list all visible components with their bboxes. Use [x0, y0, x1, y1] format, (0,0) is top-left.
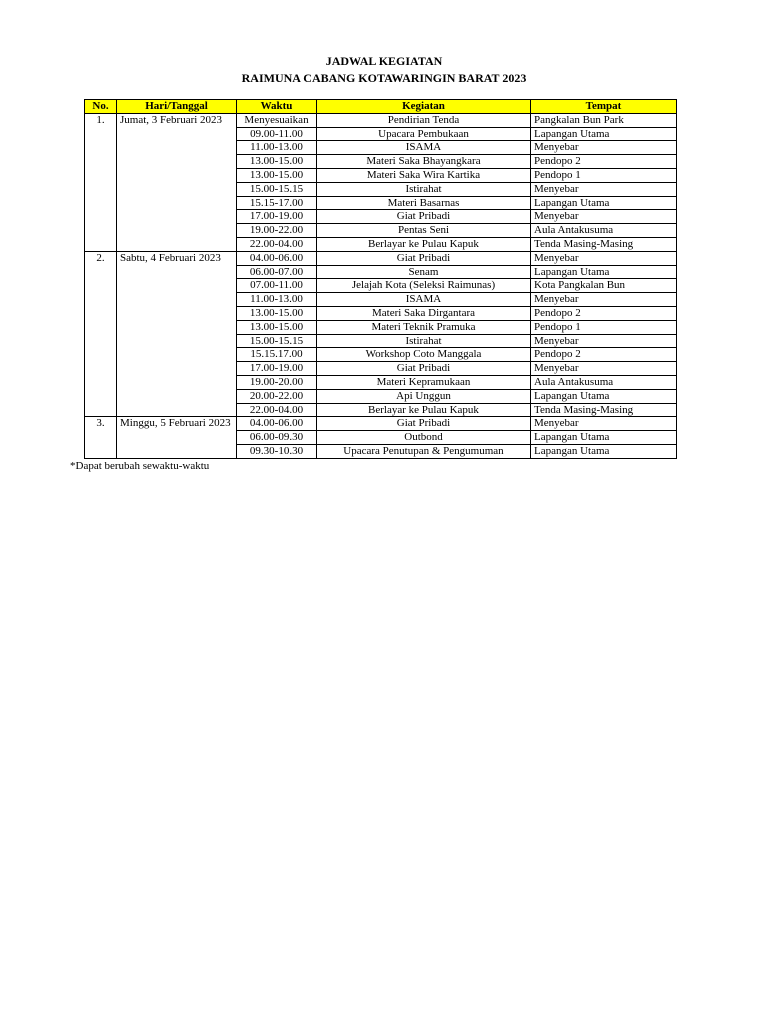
- header-waktu: Waktu: [237, 100, 317, 114]
- table-row: [85, 417, 677, 431]
- day-date: Jumat, 3 Februari 2023: [117, 113, 237, 251]
- time-cell: 13.00-15.00: [237, 306, 317, 320]
- activity-cell: Materi Saka Wira Kartika: [317, 168, 531, 182]
- activity-cell: Berlayar ke Pulau Kapuk: [317, 237, 531, 251]
- time-cell: 15.15-17.00: [237, 196, 317, 210]
- time-cell: 19.00-22.00: [237, 224, 317, 238]
- location-cell: Lapangan Utama: [531, 265, 677, 279]
- header-hari-tanggal: Hari/Tanggal: [117, 100, 237, 114]
- location-cell: Pangkalan Bun Park: [531, 113, 677, 127]
- header-no: No.: [85, 100, 117, 114]
- document-title: JADWAL KEGIATAN: [325, 54, 443, 68]
- day-number: 3.: [85, 417, 117, 458]
- time-cell: 04.00-06.00: [237, 417, 317, 431]
- activity-cell: Outbond: [317, 431, 531, 445]
- location-cell: Menyebar: [531, 141, 677, 155]
- location-cell: Menyebar: [531, 417, 677, 431]
- activity-cell: Materi Saka Dirgantara: [317, 306, 531, 320]
- activity-cell: Materi Teknik Pramuka: [317, 320, 531, 334]
- location-cell: Menyebar: [531, 362, 677, 376]
- activity-cell: Materi Saka Bhayangkara: [317, 155, 531, 169]
- time-cell: 22.00-04.00: [237, 237, 317, 251]
- location-cell: Menyebar: [531, 293, 677, 307]
- document-subtitle: RAIMUNA CABANG KOTAWARINGIN BARAT 2023: [241, 71, 527, 85]
- header-tempat: Tempat: [531, 100, 677, 114]
- header-kegiatan: Kegiatan: [317, 100, 531, 114]
- day-date: Minggu, 5 Februari 2023: [117, 417, 237, 458]
- activity-cell: Berlayar ke Pulau Kapuk: [317, 403, 531, 417]
- location-cell: Lapangan Utama: [531, 444, 677, 458]
- time-cell: 09.00-11.00: [237, 127, 317, 141]
- time-cell: 15.15.17.00: [237, 348, 317, 362]
- time-cell: 20.00-22.00: [237, 389, 317, 403]
- time-cell: 04.00-06.00: [237, 251, 317, 265]
- location-cell: Menyebar: [531, 251, 677, 265]
- time-cell: 13.00-15.00: [237, 155, 317, 169]
- time-cell: 07.00-11.00: [237, 279, 317, 293]
- location-cell: Lapangan Utama: [531, 127, 677, 141]
- location-cell: Pendopo 2: [531, 348, 677, 362]
- location-cell: Lapangan Utama: [531, 196, 677, 210]
- day-number: 1.: [85, 113, 117, 251]
- activity-cell: ISAMA: [317, 141, 531, 155]
- activity-cell: Upacara Penutupan & Pengumuman: [317, 444, 531, 458]
- activity-cell: Giat Pribadi: [317, 210, 531, 224]
- day-number: 2.: [85, 251, 117, 417]
- activity-cell: Senam: [317, 265, 531, 279]
- time-cell: 17.00-19.00: [237, 210, 317, 224]
- time-cell: 19.00-20.00: [237, 375, 317, 389]
- location-cell: Kota Pangkalan Bun: [531, 279, 677, 293]
- time-cell: 06.00-09.30: [237, 431, 317, 445]
- time-cell: 22.00-04.00: [237, 403, 317, 417]
- location-cell: Pendopo 2: [531, 155, 677, 169]
- activity-cell: Giat Pribadi: [317, 417, 531, 431]
- table-header-row: [85, 100, 677, 114]
- schedule-table: [84, 99, 677, 459]
- time-cell: 15.00-15.15: [237, 182, 317, 196]
- location-cell: Aula Antakusuma: [531, 224, 677, 238]
- activity-cell: Istirahat: [317, 182, 531, 196]
- time-cell: Menyesuaikan: [237, 113, 317, 127]
- time-cell: 17.00-19.00: [237, 362, 317, 376]
- time-cell: 15.00-15.15: [237, 334, 317, 348]
- time-cell: 06.00-07.00: [237, 265, 317, 279]
- activity-cell: Api Unggun: [317, 389, 531, 403]
- activity-cell: Pentas Seni: [317, 224, 531, 238]
- table-row: [85, 251, 677, 265]
- time-cell: 09.30-10.30: [237, 444, 317, 458]
- activity-cell: Materi Basarnas: [317, 196, 531, 210]
- footnote: *Dapat berubah sewaktu-waktu: [70, 460, 210, 472]
- time-cell: 13.00-15.00: [237, 168, 317, 182]
- activity-cell: Giat Pribadi: [317, 251, 531, 265]
- time-cell: 11.00-13.00: [237, 141, 317, 155]
- schedule-body: [85, 113, 677, 458]
- location-cell: Tenda Masing-Masing: [531, 237, 677, 251]
- location-cell: Lapangan Utama: [531, 389, 677, 403]
- time-cell: 13.00-15.00: [237, 320, 317, 334]
- location-cell: Menyebar: [531, 334, 677, 348]
- activity-cell: Istirahat: [317, 334, 531, 348]
- location-cell: Lapangan Utama: [531, 431, 677, 445]
- location-cell: Menyebar: [531, 182, 677, 196]
- location-cell: Pendopo 2: [531, 306, 677, 320]
- location-cell: Pendopo 1: [531, 168, 677, 182]
- location-cell: Tenda Masing-Masing: [531, 403, 677, 417]
- location-cell: Aula Antakusuma: [531, 375, 677, 389]
- location-cell: Menyebar: [531, 210, 677, 224]
- day-date: Sabtu, 4 Februari 2023: [117, 251, 237, 417]
- activity-cell: Pendirian Tenda: [317, 113, 531, 127]
- activity-cell: Jelajah Kota (Seleksi Raimunas): [317, 279, 531, 293]
- activity-cell: Materi Kepramukaan: [317, 375, 531, 389]
- location-cell: Pendopo 1: [531, 320, 677, 334]
- activity-cell: Giat Pribadi: [317, 362, 531, 376]
- activity-cell: Upacara Pembukaan: [317, 127, 531, 141]
- table-row: [85, 113, 677, 127]
- activity-cell: ISAMA: [317, 293, 531, 307]
- time-cell: 11.00-13.00: [237, 293, 317, 307]
- activity-cell: Workshop Coto Manggala: [317, 348, 531, 362]
